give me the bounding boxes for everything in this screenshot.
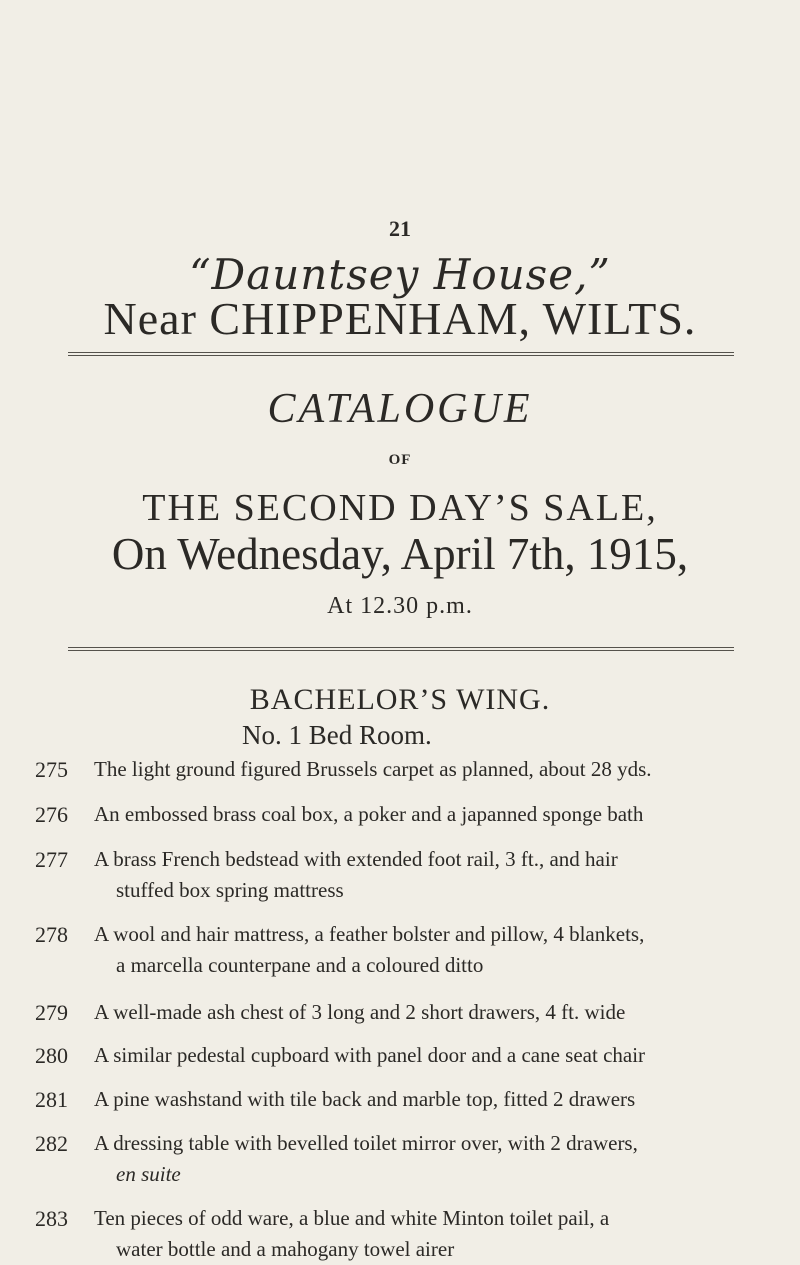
lot-number: 283 <box>35 1206 68 1231</box>
lot-number: 279 <box>35 1000 68 1025</box>
room-title: No. 1 Bed Room. <box>242 720 432 750</box>
double-rule-divider <box>68 352 734 356</box>
sale-time: At 12.30 p.m. <box>327 593 473 619</box>
lot-number: 276 <box>35 802 68 827</box>
lot-description-line: water bottle and a mahogany towel airer <box>116 1237 455 1261</box>
lot-number: 278 <box>35 922 68 947</box>
lot-description-line: Ten pieces of odd ware, a blue and white Minton toilet pail, a <box>94 1206 610 1230</box>
sale-date: On Wednesday, April 7th, 1915, <box>111 529 689 579</box>
lot-description-line: A brass French bedstead with extended foot rail, 3 ft., and hair <box>94 847 618 871</box>
lot-description <box>94 1084 784 1115</box>
lot-description-line: A similar pedestal cupboard with panel door and a cane seat chair <box>94 1043 646 1067</box>
lot-description <box>94 844 784 906</box>
lot-description-line: A pine washstand with tile back and marble top, fitted 2 drawers <box>94 1087 636 1111</box>
lot-description <box>94 1040 784 1071</box>
lot-number: 277 <box>35 847 68 872</box>
lot-description-line: A well-made ash chest of 3 long and 2 short drawers, 4 ft. wide <box>94 1000 626 1024</box>
lot-description-line: stuffed box spring mattress <box>116 878 344 902</box>
location-heading: Near CHIPPENHAM, WILTS. <box>103 293 697 344</box>
lot-description <box>94 1203 784 1265</box>
lot-description-line: en suite <box>116 1162 181 1186</box>
lot-description <box>94 754 784 785</box>
section-title: BACHELOR’S WING. <box>249 683 551 716</box>
lot-description-line: An embossed brass coal box, a poker and a japanned sponge bath <box>94 802 644 826</box>
lot-description-line: The light ground figured Brussels carpet as planned, about 28 yds. <box>94 757 652 781</box>
lot-description <box>94 919 784 981</box>
sale-title: THE SECOND DAY’S SALE, <box>142 487 658 529</box>
lot-description-line: A dressing table with bevelled toilet mirror over, with 2 drawers, <box>94 1131 638 1155</box>
lot-number: 282 <box>35 1131 68 1156</box>
double-rule-divider <box>68 647 734 651</box>
lot-number: 280 <box>35 1043 68 1068</box>
house-name: “Dauntsey House,” <box>189 250 611 299</box>
lot-description <box>94 997 784 1028</box>
page-number: 21 <box>389 216 411 241</box>
of-word: OF <box>388 452 412 468</box>
lot-description-line: a marcella counterpane and a coloured ditto <box>116 953 484 977</box>
lot-number: 281 <box>35 1087 68 1112</box>
lot-description <box>94 799 784 830</box>
lot-description-line: A wool and hair mattress, a feather bolster and pillow, 4 blankets, <box>94 922 645 946</box>
lot-description <box>94 1128 784 1190</box>
catalogue-title: CATALOGUE <box>267 386 533 432</box>
lot-number: 275 <box>35 757 68 782</box>
